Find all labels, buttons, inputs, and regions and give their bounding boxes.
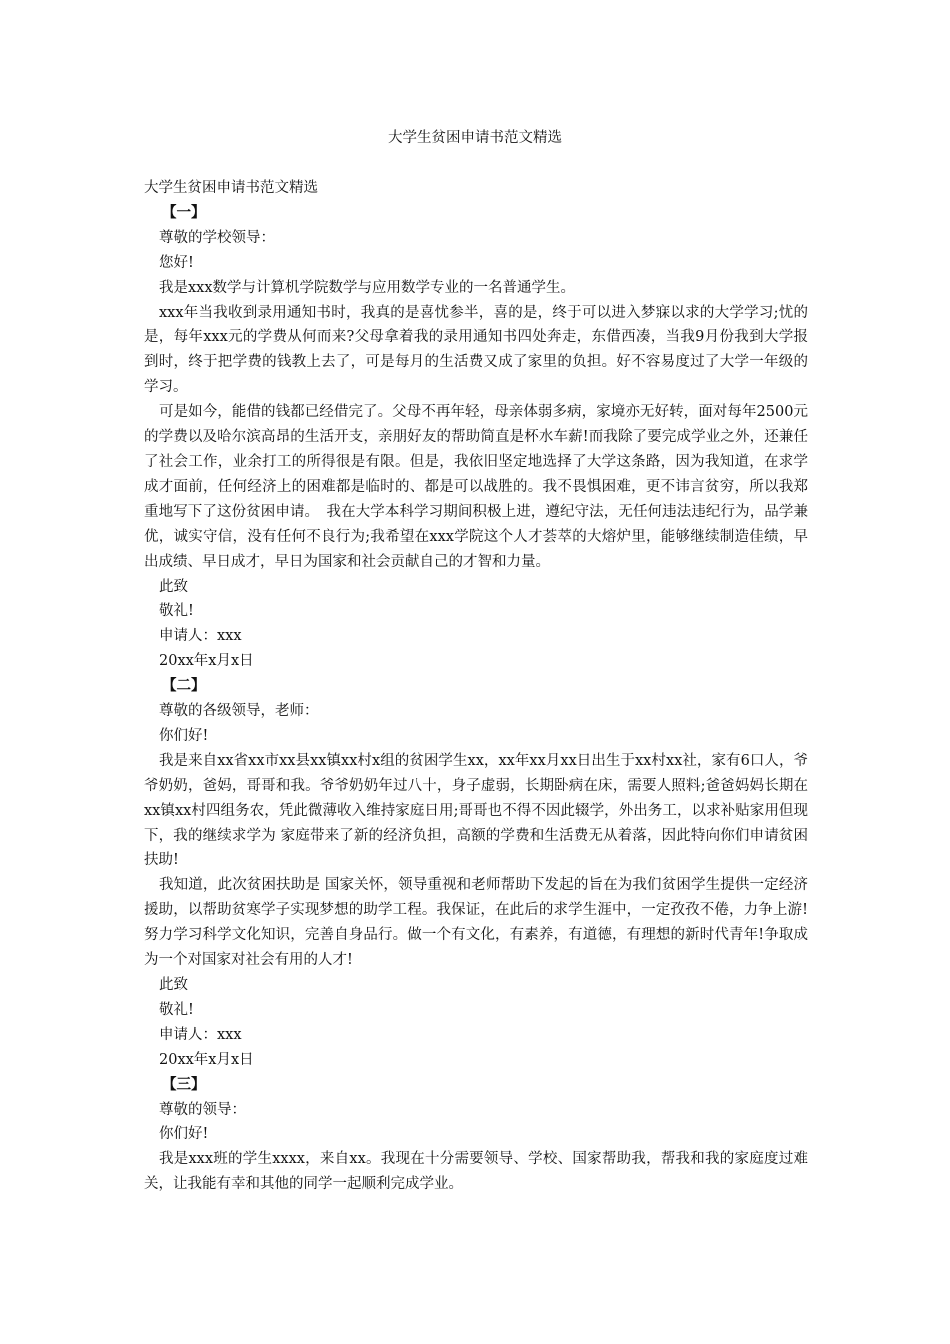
paragraph-1-3: 可是如今，能借的钱都已经借完了。父母不再年轻，母亲体弱多病，家境亦无好转，面对每年2500元的学费以及哈尔滨高昂的生活开支，亲朋好友的帮助简直是杯水车薪!而我除了要完成学业之外，还兼任了社会工作，业余打工的所得很是有限。但是，我依旧坚定地选择了大学这条路，因为我知道，在求学成才面前，任何经济上的困难都是临时的、都是可以战胜的。我不畏惧困难，更不讳言贫穷，所以我郑重地写下了这份贫困申请。 我在大学本科学习期间积极上进，遵纪守法，无任何违法违纪行为，品学兼优，诚实守信，没有任何不良行为;我希望在xxx学院这个人才荟萃的大熔炉里，能够继续制造佳绩，早出成绩、早日成才，早日为国家和社会贡献自己的才智和力量。 [144,404,808,570]
closing-line-1a: 此致 [159,578,188,595]
applicant-2: 申请人：xxx [159,1026,242,1043]
page-title: 大学生贫困申请书范文精选 [388,130,562,146]
paragraph-2-2: 我知道，此次贫困扶助是 国家关怀，领导重视和老师帮助下发起的旨在为我们贫困学生提供一定经济援助，以帮助贫寒学子实现梦想的助学工程。我保证，在此后的求学生涯中，一定孜孜不倦，力争上游!努力学习科学文化知识，完善自身品行。做一个有文化，有素养，有道德，有理想的新时代青年!争取成为一个对国家对社会有用的人才! [144,877,808,969]
paragraph-1-2: xxx年当我收到录用通知书时，我真的是喜忧参半，喜的是，终于可以进入梦寐以求的大学学习;忧的是，每年xxx元的学费从何而来?父母拿着我的录用通知书四处奔走，东借西凑，当我9月份我到大学报到时，终于把学费的钱教上去了，可是每月的生活费又成了家里的负担。好不容易度过了大学一年级的学习。 [144,304,808,396]
greeting-3: 你们好! [159,1126,209,1143]
section-heading-3: 【三】 [162,1075,206,1093]
section-heading-1: 【一】 [162,203,206,221]
date-2: 20xx年x月x日 [159,1051,254,1068]
document-body [144,176,808,1197]
paragraph-2-1: 我是来自xx省xx市xx县xx镇xx村x组的贫困学生xx，xx年xx月xx日出生于xx村xx社，家有6口人，爷爷奶奶，爸妈，哥哥和我。爷爷奶奶年过八十，身子虚弱，长期卧病在床，需要人照料;爸爸妈妈长期在xx镇xx村四组务农，凭此微薄收入维持家庭日用;哥哥也不得不因此辍学，外出务工，以求补贴家用但现下，我的继续求学为 家庭带来了新的经济负担，高额的学费和生活费无从着落，因此特向你们申请贫困扶助! [144,752,808,869]
paragraph-3-1: 我是xxx班的学生xxxx，来自xx。我现在十分需要领导、学校、国家帮助我，帮我和我的家庭度过难关，让我能有幸和其他的同学一起顺利完成学业。 [144,1151,808,1193]
closing-line-2a: 此致 [159,977,188,993]
salutation-3: 尊敬的领导： [159,1101,246,1118]
salutation-2: 尊敬的各级领导，老师： [159,703,319,720]
section-heading-2: 【二】 [162,677,206,695]
date-1: 20xx年x月x日 [159,653,254,670]
paragraph-1-1: 我是xxx数学与计算机学院数学与应用数学专业的一名普通学生。 [159,279,576,296]
doc-heading: 大学生贫困申请书范文精选 [144,180,318,196]
greeting-1: 您好! [159,254,194,271]
greeting-2: 你们好! [159,727,209,744]
closing-line-2b: 敬礼! [159,1001,194,1018]
closing-line-1b: 敬礼! [159,603,194,620]
applicant-1: 申请人：xxx [159,628,242,645]
salutation-1: 尊敬的学校领导： [159,229,275,246]
